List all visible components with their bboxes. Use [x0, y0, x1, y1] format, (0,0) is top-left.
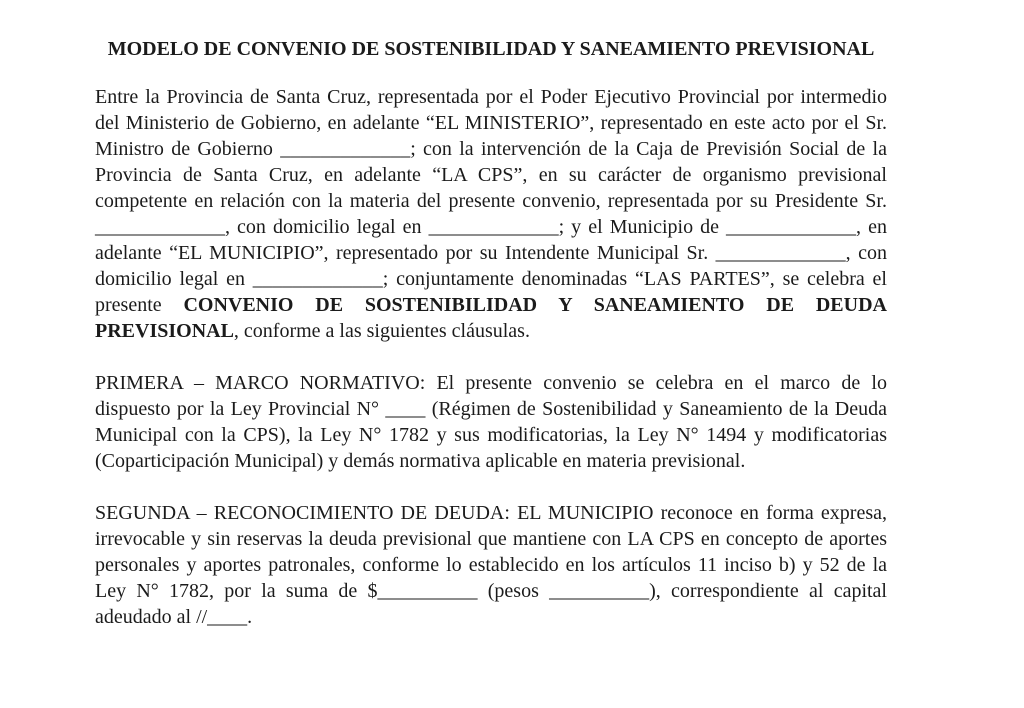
paragraph-preamble [95, 84, 887, 344]
document-title: MODELO DE CONVENIO DE SOSTENIBILIDAD Y SANEAMIENTO PREVISIONAL [107, 38, 875, 60]
document-content [95, 36, 887, 630]
bold-text-run: CONVENIO DE SOSTENIBILIDAD Y SANEAMIENTO DE DEUDA PREVISIONAL [95, 294, 887, 342]
paragraph-clausula-primera [95, 370, 887, 474]
paragraph-clausula-segunda [95, 500, 887, 630]
text-run: , conforme a las siguientes cláusulas. [233, 320, 530, 342]
text-run: Entre la Provincia de Santa Cruz, representada por el Poder Ejecutivo Provincial por intermedio del Ministerio de Gobierno, en adelante “EL MINISTERIO”, representado en este acto por el Sr. Ministro de Gobierno _____________; con la intervención de la Caja de Previsión Social de la Provincia de Santa Cruz, en adelante “LA CPS”, en su carácter de organismo previsional competente en relación con la materia del presente convenio, representada por su Presidente Sr. _____________, con domicilio legal en _____________; y el Municipio de _____________, en adelante “EL MUNICIPIO”, representado por su Intendente Municipal Sr. _____________, con domicilio legal en _____________; conjuntamente denominadas “LAS PARTES”, se celebra el presente [95, 86, 887, 316]
text-run: SEGUNDA – RECONOCIMIENTO DE DEUDA: EL MUNICIPIO reconoce en forma expresa, irrevocable y sin reservas la deuda previsional que mantiene con LA CPS en concepto de aportes personales y aportes patronales, conforme lo establecido en los artículos 11 inciso b) y 52 de la Ley N° 1782, por la suma de $__________ (pesos __________), correspondiente al capital adeudado al //____. [95, 502, 887, 628]
document-body [95, 84, 887, 630]
text-run: PRIMERA – MARCO NORMATIVO: El presente convenio se celebra en el marco de lo dispuesto por la Ley Provincial N° ____ (Régimen de Sostenibilidad y Saneamiento de la Deuda Municipal con la CPS), la Ley N° 1782 y sus modificatorias, la Ley N° 1494 y modificatorias (Coparticipación Municipal) y demás normativa aplicable en materia previsional. [95, 372, 887, 472]
